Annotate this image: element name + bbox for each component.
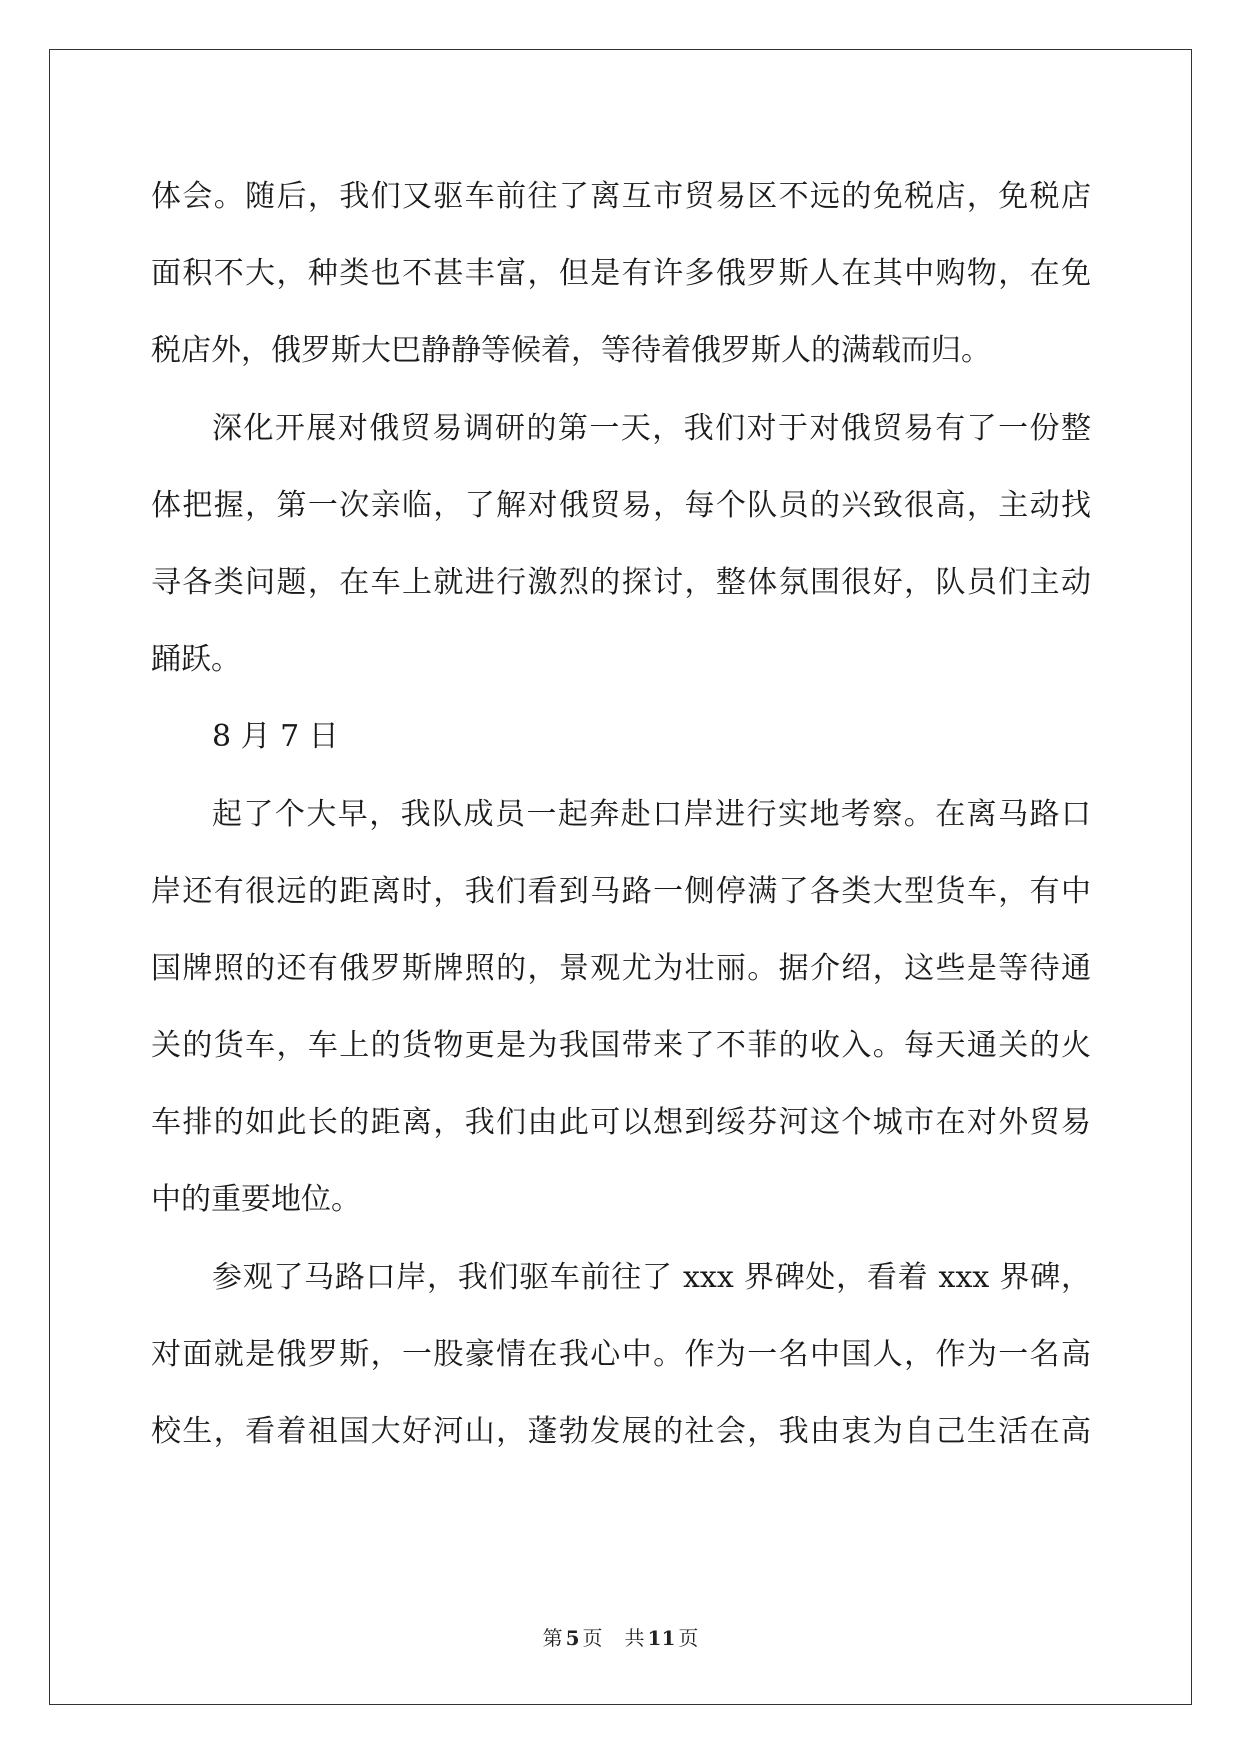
paragraph-start-line: 参观了马路口岸，我们驱车前往了 xxx 界碑处，看着 xxx 界碑， [212,1259,1091,1295]
text-line: 关的货车，车上的货物更是为我国带来了不菲的收入。每天通关的火 [151,1028,1091,1064]
current-page-number: 5 [565,1626,580,1650]
text-line: 对面就是俄罗斯，一股豪情在我心中。作为一名中国人，作为一名高 [151,1336,1091,1372]
paragraph-start-line: 深化开展对俄贸易调研的第一天，我们对于对俄贸易有了一份整 [212,410,1091,446]
text-line: 体把握，第一次亲临，了解对俄贸易，每个队员的兴致很高，主动找 [151,487,1091,523]
date-heading: 8 月 7 日 [212,719,339,755]
text-line: 校生，看着祖国大好河山，蓬勃发展的社会，我由衷为自己生活在高 [151,1414,1091,1449]
text-line: 岸还有很远的距离时，我们看到马路一侧停满了各类大型货车，有中 [151,873,1091,909]
text-line: 车排的如此长的距离，我们由此可以想到绥芬河这个城市在对外贸易 [151,1105,1091,1141]
footer-prefix: 第 [542,1626,563,1650]
text-line: 踊跃。 [151,642,241,678]
footer-total-prefix: 共 [624,1626,645,1650]
footer-total-word: 页 [678,1626,699,1650]
text-line: 中的重要地位。 [151,1182,361,1218]
paragraph-start-line: 起了个大早，我队成员一起奔赴口岸进行实地考察。在离马路口 [212,796,1091,832]
page-footer [0,1622,1241,1651]
text-line: 寻各类问题，在车上就进行激烈的探讨，整体氛围很好，队员们主动 [151,564,1091,600]
text-line: 面积不大，种类也不甚丰富，但是有许多俄罗斯人在其中购物，在免 [151,256,1091,292]
document-body [151,158,1091,1470]
text-line: 国牌照的还有俄罗斯牌照的，景观尤为壮丽。据介绍，这些是等待通 [151,950,1091,986]
total-pages-number: 11 [647,1626,676,1650]
footer-page-word: 页 [582,1626,603,1650]
text-line: 税店外，俄罗斯大巴静静等候着，等待着俄罗斯人的满载而归。 [151,333,991,369]
text-line: 体会。随后，我们又驱车前往了离互市贸易区不远的免税店，免税店 [151,179,1091,214]
